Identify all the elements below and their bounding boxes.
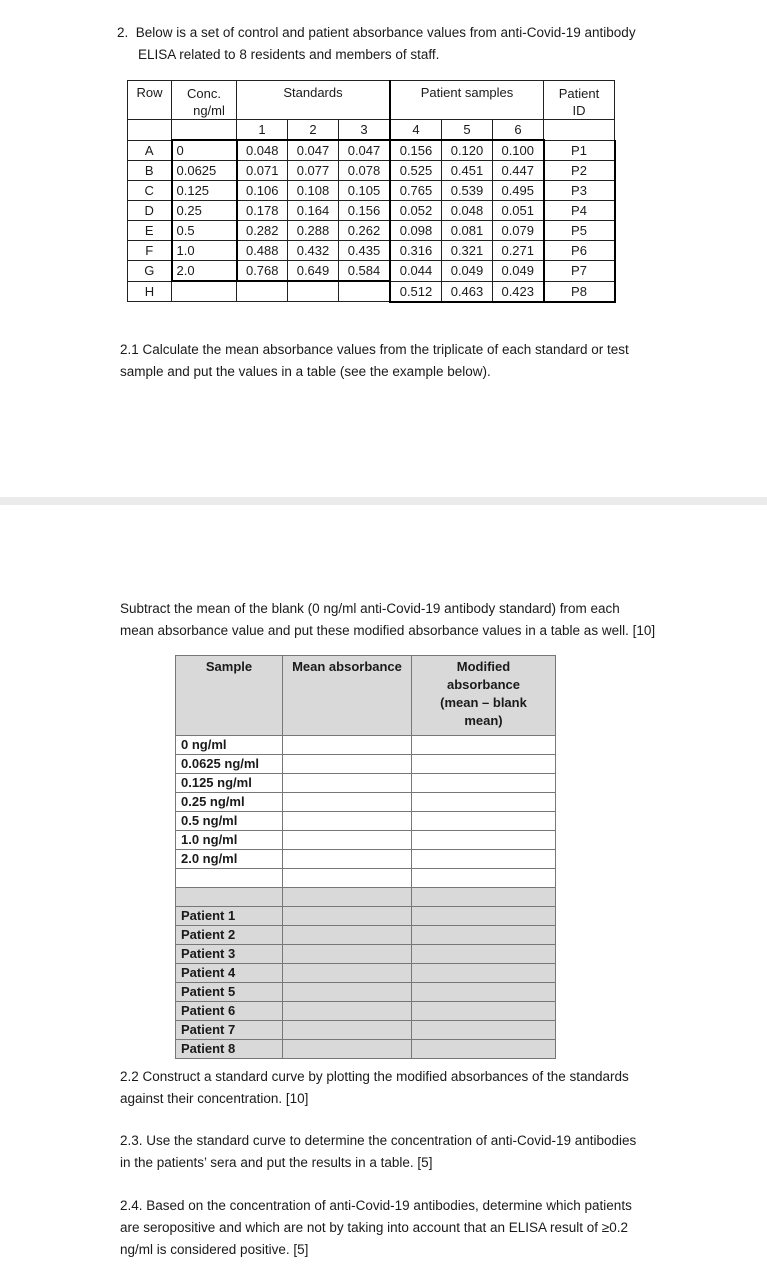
modified-cell[interactable] — [412, 736, 556, 755]
patient-id: P2 — [544, 161, 615, 181]
absorbance-value: 0.049 — [442, 261, 493, 282]
standard-label: 0.25 ng/ml — [176, 793, 283, 812]
standard-label: 0 ng/ml — [176, 736, 283, 755]
row-conc: 0 — [172, 140, 237, 161]
modified-cell[interactable] — [412, 1021, 556, 1040]
table-row — [176, 812, 556, 831]
results-table — [175, 655, 556, 1059]
row-letter: E — [128, 221, 172, 241]
patient-label: Patient 4 — [176, 964, 283, 983]
table-row — [176, 850, 556, 869]
subtract-instruction — [120, 598, 655, 642]
standard-label: 0.5 ng/ml — [176, 812, 283, 831]
patient-id: P4 — [544, 201, 615, 221]
mean-cell[interactable] — [283, 812, 412, 831]
absorbance-value: 0.765 — [390, 181, 442, 201]
absorbance-value: 0.079 — [493, 221, 544, 241]
q2-1-line-1: 2.1 Calculate the mean absorbance values from the triplicate of each standard or test — [120, 342, 629, 357]
patient-id: P7 — [544, 261, 615, 282]
table-row — [176, 1002, 556, 1021]
absorbance-value: 0.321 — [442, 241, 493, 261]
patient-label: Patient 5 — [176, 983, 283, 1002]
patient-label: Patient 7 — [176, 1021, 283, 1040]
column-number: 5 — [442, 120, 493, 141]
header-standards: Standards — [237, 81, 391, 120]
absorbance-value: 0.078 — [339, 161, 391, 181]
patient-id: P8 — [544, 281, 615, 302]
patient-label: Patient 3 — [176, 945, 283, 964]
standard-label: 2.0 ng/ml — [176, 850, 283, 869]
absorbance-value: 0.512 — [390, 281, 442, 302]
mean-cell[interactable] — [283, 983, 412, 1002]
q2-3-line-1: 2.3. Use the standard curve to determine the concentration of anti-Covid-19 antibodies — [120, 1133, 637, 1148]
mean-cell[interactable] — [283, 850, 412, 869]
absorbance-value: 0.077 — [288, 161, 339, 181]
row-conc: 2.0 — [172, 261, 237, 282]
table-row — [176, 983, 556, 1002]
absorbance-value: 0.047 — [288, 140, 339, 161]
column-number: 4 — [390, 120, 442, 141]
absorbance-value: 0.525 — [390, 161, 442, 181]
absorbance-value: 0.495 — [493, 181, 544, 201]
absorbance-value: 0.156 — [339, 201, 391, 221]
table-row — [176, 926, 556, 945]
patient-id: P5 — [544, 221, 615, 241]
absorbance-value: 0.156 — [390, 140, 442, 161]
q2-4-line-2: are seropositive and which are not by taking into account that an ELISA result of ≥0.2 — [120, 1220, 628, 1235]
absorbance-value: 0.488 — [237, 241, 288, 261]
patient-label: Patient 8 — [176, 1040, 283, 1059]
question-2-1 — [120, 339, 629, 383]
absorbance-value: 0.178 — [237, 201, 288, 221]
absorbance-value: 0.282 — [237, 221, 288, 241]
mean-cell[interactable] — [283, 1021, 412, 1040]
modified-cell[interactable] — [412, 983, 556, 1002]
modified-cell[interactable] — [412, 850, 556, 869]
standard-label: 0.0625 ng/ml — [176, 755, 283, 774]
mean-cell[interactable] — [283, 1040, 412, 1059]
standard-label: 0.125 ng/ml — [176, 774, 283, 793]
absorbance-value: 0.052 — [390, 201, 442, 221]
question-2-3 — [120, 1130, 636, 1174]
table-row — [176, 1021, 556, 1040]
q2-3-line-2: in the patients’ sera and put the results in a table. [5] — [120, 1155, 433, 1170]
mean-cell[interactable] — [283, 926, 412, 945]
mean-cell[interactable] — [283, 736, 412, 755]
row-letter: G — [128, 261, 172, 282]
standard-label: 1.0 ng/ml — [176, 831, 283, 850]
row-letter: A — [128, 140, 172, 161]
row-letter: B — [128, 161, 172, 181]
patient-label: Patient 1 — [176, 907, 283, 926]
modified-cell[interactable] — [412, 1002, 556, 1021]
row-conc: 1.0 — [172, 241, 237, 261]
header-row: Row — [128, 81, 172, 120]
absorbance-value: 0.048 — [237, 140, 288, 161]
modified-cell[interactable] — [412, 831, 556, 850]
empty-cell — [128, 120, 172, 141]
q2-1-line-2: sample and put the values in a table (see the example below). — [120, 364, 491, 379]
absorbance-value: 0.288 — [288, 221, 339, 241]
header-sample: Sample — [176, 656, 283, 736]
column-number: 3 — [339, 120, 391, 141]
header-patient-id: Patient ID — [544, 81, 615, 120]
absorbance-value: 0.768 — [237, 261, 288, 282]
modified-cell[interactable] — [412, 755, 556, 774]
table-row — [128, 241, 615, 261]
absorbance-value: 0.271 — [493, 241, 544, 261]
spacer-row — [176, 869, 556, 888]
subtract-line-1: Subtract the mean of the blank (0 ng/ml anti-Covid-19 antibody standard) from each — [120, 601, 620, 616]
absorbance-value: 0.106 — [237, 181, 288, 201]
question-number: 2. — [117, 25, 129, 40]
question-2-4 — [120, 1195, 632, 1261]
absorbance-value: 0.432 — [288, 241, 339, 261]
table-row — [128, 140, 615, 161]
q2-4-line-1: 2.4. Based on the concentration of anti-Covid-19 antibodies, determine which patients — [120, 1198, 632, 1213]
modified-cell[interactable] — [412, 812, 556, 831]
empty-cell — [544, 120, 615, 141]
table-row — [128, 201, 615, 221]
spacer-row — [176, 888, 556, 907]
row-conc: 0.125 — [172, 181, 237, 201]
modified-cell[interactable] — [412, 964, 556, 983]
absorbance-value: 0.049 — [493, 261, 544, 282]
absorbance-value: 0.100 — [493, 140, 544, 161]
table-row — [176, 736, 556, 755]
absorbance-value: 0.071 — [237, 161, 288, 181]
mean-cell[interactable] — [283, 774, 412, 793]
modified-cell[interactable] — [412, 774, 556, 793]
header-patient-samples: Patient samples — [390, 81, 544, 120]
patient-id: P1 — [544, 140, 615, 161]
patient-id: P6 — [544, 241, 615, 261]
column-number: 6 — [493, 120, 544, 141]
patient-id: P3 — [544, 181, 615, 201]
table-row — [176, 907, 556, 926]
table-row — [176, 964, 556, 983]
table-row — [128, 261, 615, 282]
q2-2-line-1: 2.2 Construct a standard curve by plotting the modified absorbances of the standards — [120, 1069, 629, 1084]
table-row — [176, 755, 556, 774]
absorbance-value: 0.316 — [390, 241, 442, 261]
table-row — [128, 221, 615, 241]
absorbance-value: 0.047 — [339, 140, 391, 161]
absorbance-value: 0.044 — [390, 261, 442, 282]
modified-cell[interactable] — [412, 1040, 556, 1059]
modified-cell[interactable] — [412, 907, 556, 926]
table-row — [176, 1040, 556, 1059]
subtract-line-2: mean absorbance value and put these modified absorbance values in a table as well. [10] — [120, 623, 656, 638]
table-row — [176, 831, 556, 850]
mean-cell[interactable] — [283, 793, 412, 812]
header-mean-absorbance: Mean absorbance — [283, 656, 412, 736]
elisa-absorbance-table — [127, 80, 616, 303]
row-letter: C — [128, 181, 172, 201]
table-row — [128, 281, 615, 302]
header-modified-absorbance: Modified absorbance (mean – blank mean) — [412, 656, 556, 736]
absorbance-value: 0.048 — [442, 201, 493, 221]
q2-4-line-3: ng/ml is considered positive. [5] — [120, 1242, 309, 1257]
absorbance-value: 0.108 — [288, 181, 339, 201]
table-row — [128, 181, 615, 201]
column-number: 1 — [237, 120, 288, 141]
absorbance-value: 0.098 — [390, 221, 442, 241]
absorbance-value: 0.539 — [442, 181, 493, 201]
row-conc — [172, 281, 237, 302]
mean-cell[interactable] — [283, 964, 412, 983]
absorbance-value: 0.463 — [442, 281, 493, 302]
header-conc: Conc. ng/ml — [172, 81, 237, 120]
patient-label: Patient 2 — [176, 926, 283, 945]
table-row — [176, 774, 556, 793]
row-conc: 0.25 — [172, 201, 237, 221]
absorbance-value — [288, 281, 339, 302]
intro-line-2: ELISA related to 8 residents and members of staff. — [138, 47, 440, 62]
absorbance-value — [237, 281, 288, 302]
absorbance-value: 0.423 — [493, 281, 544, 302]
mean-cell[interactable] — [283, 831, 412, 850]
row-conc: 0.5 — [172, 221, 237, 241]
question-2-intro — [117, 22, 636, 66]
absorbance-value: 0.105 — [339, 181, 391, 201]
mean-cell[interactable] — [283, 1002, 412, 1021]
patient-label: Patient 6 — [176, 1002, 283, 1021]
question-2-2 — [120, 1066, 629, 1110]
row-letter: H — [128, 281, 172, 302]
modified-cell[interactable] — [412, 926, 556, 945]
mean-cell[interactable] — [283, 907, 412, 926]
row-letter: D — [128, 201, 172, 221]
page-divider — [0, 497, 767, 505]
intro-line-1: Below is a set of control and patient absorbance values from anti-Covid-19 antibody — [135, 25, 636, 40]
absorbance-value: 0.081 — [442, 221, 493, 241]
table-row — [128, 161, 615, 181]
absorbance-value — [339, 281, 391, 302]
table-row — [176, 793, 556, 812]
q2-2-line-2: against their concentration. [10] — [120, 1091, 309, 1106]
absorbance-value: 0.435 — [339, 241, 391, 261]
column-number: 2 — [288, 120, 339, 141]
modified-cell[interactable] — [412, 793, 556, 812]
absorbance-value: 0.051 — [493, 201, 544, 221]
row-conc: 0.0625 — [172, 161, 237, 181]
absorbance-value: 0.649 — [288, 261, 339, 282]
mean-cell[interactable] — [283, 755, 412, 774]
row-letter: F — [128, 241, 172, 261]
absorbance-value: 0.262 — [339, 221, 391, 241]
absorbance-value: 0.451 — [442, 161, 493, 181]
absorbance-value: 0.584 — [339, 261, 391, 282]
absorbance-value: 0.447 — [493, 161, 544, 181]
modified-cell[interactable] — [412, 945, 556, 964]
mean-cell[interactable] — [283, 945, 412, 964]
absorbance-value: 0.164 — [288, 201, 339, 221]
table-row — [176, 945, 556, 964]
absorbance-value: 0.120 — [442, 140, 493, 161]
empty-cell — [172, 120, 237, 141]
